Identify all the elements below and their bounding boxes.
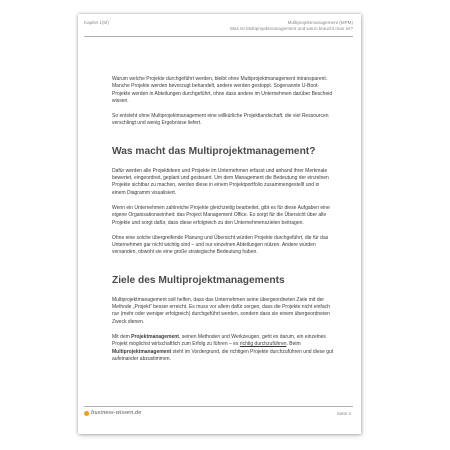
- footer-divider: [84, 406, 353, 407]
- chapter-label: Kapitel 1(M): [84, 20, 109, 25]
- paragraph: Multiprojektmanagement soll helfen, dass das Unternehmen seine übergeordneten Ziele mit der Methode „Projekt“ besser erreicht. Es muss vor allem dafür sorgen, dass die Projekte nicht einfach nur (mehr oder weniger erfolgreich) durchgeführt werden, sondern dass sie einem übergeordneten Zweck dienen.: [112, 296, 330, 325]
- text-run: . Beim: [286, 341, 301, 348]
- logo-text: business-wissen.de: [91, 410, 142, 416]
- document-page: [78, 14, 361, 434]
- logo-dot-icon: [84, 411, 89, 416]
- bold-term: Projektmanagement: [131, 333, 179, 340]
- publisher-logo: [84, 410, 141, 416]
- header-divider: [84, 36, 353, 37]
- paragraph-mixed: [112, 334, 334, 363]
- text-run: steht im Vordergrund, die richtigen Projekte durchzuführen und diese gut aufeinander abzustimmen.: [112, 348, 334, 362]
- paragraph: So entsteht ohne Multiprojektmanagement eine willkürliche Projektlandschaft, die viel Ressourcen verschlingt und wenig Ergebnisse liefert.: [112, 113, 329, 127]
- running-header: [193, 20, 353, 32]
- text-run: Mit dem: [112, 333, 132, 340]
- underlined-term: richtig durchzuführen: [239, 341, 287, 348]
- paragraph: Dafür werden alle Projektideen und Projekte im Unternehmen erfasst und anhand ihrer Merkmale bewertet, eingeordnet, geplant und gesteuert. Um dem Management die Bedeutung der einzelnen Projekte sichtbar zu machen, werden diese in einem Projektportfolio zusammengestellt und in einem Diagramm visualisiert.: [112, 167, 329, 196]
- section-heading: Ziele des Multiprojektmanagements: [112, 274, 285, 286]
- running-header-title: Multiprojektmanagement (MPM): [287, 20, 353, 25]
- section-heading: Was macht das Multiprojektmanagement?: [112, 145, 316, 157]
- text-run: , seinen Methoden und Werkzeugen, geht es darum, ein einzelnes Projekt möglichst wirtschaftlich zum Erfolg zu führen – es: [112, 333, 326, 348]
- running-header-subtitle: Was ist Multiprojektmanagement und wann braucht man es?: [229, 26, 353, 31]
- page-content: [112, 76, 334, 371]
- paragraph: Wenn ein Unternehmen zahlreiche Projekte gleichzeitig bearbeitet, gibt es für diese Aufgaben eine eigene Organisationseinheit: das Project Management Office. Es sorgt für die Übersicht über alle Projekte und sorgt dafür, dass diese erfolgreich zu den Unternehmenszielen beitragen.: [112, 204, 330, 226]
- paragraph: Ohne eine solche übergreifende Planung und Übersicht würden Projekte durchgeführt, die für das Unternehmen gar nicht wichtig sind – und nur einzelnen Abteilungen nützen. Andere würden versanden, obwohl sie eine große strategische Bedeutung haben.: [112, 234, 329, 256]
- paragraph: Warum welche Projekte durchgeführt werden, bleibt ohne Multiprojektmanagement intransparent. Manche Projekte werden bevorzugt behandelt, andere werden gestoppt. Sogenannte U-Boot-Projekte werden in Abteilungen durchgeführt, ohne dass andere im Unternehmen darüber Bescheid wissen.: [112, 76, 333, 104]
- page-number: Seite 3: [336, 411, 351, 416]
- bold-term: Multiprojektmanagement: [112, 348, 172, 355]
